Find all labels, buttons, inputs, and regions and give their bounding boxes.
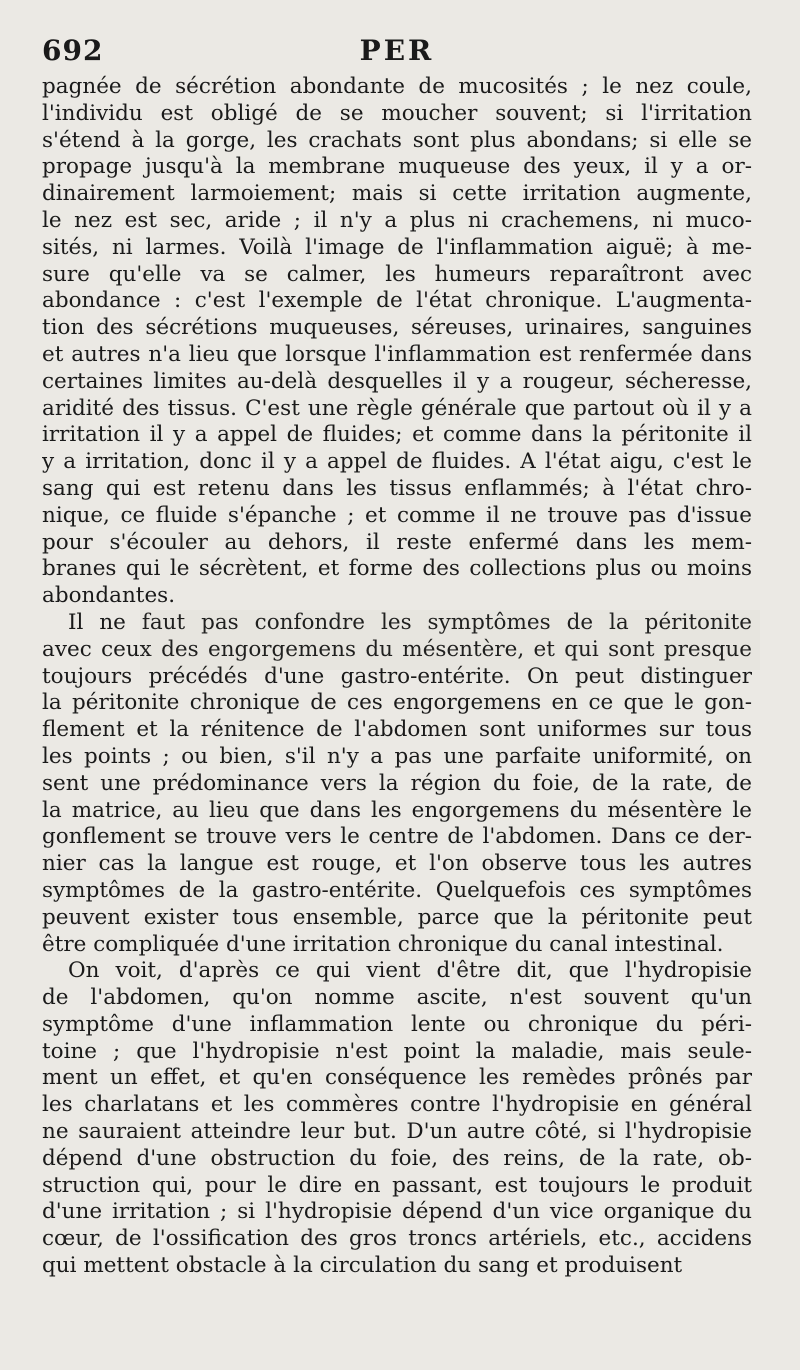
text-line: peuvent exister tous ensemble, parce que la péritonite peut xyxy=(42,904,752,930)
text-line: toine ; que l'hydropisie n'est point la maladie, mais seule- xyxy=(42,1038,752,1064)
text-line: certaines limites au-delà desquelles il y a rougeur, sécheresse, xyxy=(42,368,752,394)
text-line: nier cas la langue est rouge, et l'on observe tous les autres xyxy=(42,851,752,877)
text-line: qui mettent obstacle à la circulation du sang et produisent xyxy=(42,1253,683,1279)
text-line: nique, ce fluide s'épanche ; et comme il ne trouve pas d'issue xyxy=(42,502,752,528)
text-line: être compliquée d'une irritation chronique du canal intestinal. xyxy=(42,931,724,957)
text-line: de l'abdomen, qu'on nomme ascite, n'est souvent qu'un xyxy=(42,985,752,1011)
text-line: irritation il y a appel de fluides; et comme dans la péritonite il xyxy=(42,422,752,448)
text-line: sités, ni larmes. Voilà l'image de l'inflammation aiguë; à me- xyxy=(42,234,752,260)
text-line: la matrice, au lieu que dans les engorgemens du mésentère le xyxy=(42,797,752,823)
text-line: toujours précédés d'une gastro-entérite. On peut distinguer xyxy=(42,663,752,689)
text-line: flement et la rénitence de l'abdomen sont uniformes sur tous xyxy=(42,717,752,743)
text-line: ment un effet, et qu'en conséquence les remèdes prônés par xyxy=(42,1065,752,1091)
text-line: branes qui le sécrètent, et forme des collections plus ou moins xyxy=(42,556,752,582)
running-title: PER xyxy=(359,34,435,67)
text-line: y a irritation, donc il y a appel de fluides. A l'état aigu, c'est le xyxy=(42,449,752,475)
text-line: aridité des tissus. C'est une règle générale que partout où il y a xyxy=(42,395,752,421)
paragraph xyxy=(42,610,752,958)
text-line: abondance : c'est l'exemple de l'état chronique. L'augmenta- xyxy=(42,288,752,314)
text-line: les charlatans et les commères contre l'hydropisie en général xyxy=(42,1092,752,1118)
text-line: l'individu est obligé de se moucher souvent; si l'irritation xyxy=(42,100,752,126)
text-line: propage jusqu'à la membrane muqueuse des yeux, il y a or- xyxy=(42,154,752,180)
body-text xyxy=(42,74,752,1280)
text-line: et autres n'a lieu que lorsque l'inflammation est renfermée dans xyxy=(42,341,752,367)
text-line: symptômes de la gastro-entérite. Quelquefois ces symptômes xyxy=(42,877,752,903)
text-line: On voit, d'après ce qui vient d'être dit, que l'hydropisie xyxy=(68,958,752,984)
text-line: pour s'écouler au dehors, il reste enfermé dans les mem- xyxy=(42,529,752,555)
text-line: abondantes. xyxy=(42,583,176,609)
text-line: cœur, de l'ossification des gros troncs artériels, etc., accidens xyxy=(42,1226,752,1252)
text-line: tion des sécrétions muqueuses, séreuses, urinaires, sanguines xyxy=(42,315,752,341)
text-line: sang qui est retenu dans les tissus enflammés; à l'état chro- xyxy=(42,475,752,501)
text-line: struction qui, pour le dire en passant, est toujours le produit xyxy=(42,1172,752,1198)
text-line: dinairement larmoiement; mais si cette irritation augmente, xyxy=(42,181,752,207)
text-line: d'une irritation ; si l'hydropisie dépend d'un vice organique du xyxy=(42,1199,752,1225)
text-line: pagnée de sécrétion abondante de mucosités ; le nez coule, xyxy=(42,74,752,99)
text-line: le nez est sec, aride ; il n'y a plus ni crachemens, ni muco- xyxy=(42,207,752,233)
paragraph xyxy=(42,74,752,610)
text-line: symptôme d'une inflammation lente ou chronique du péri- xyxy=(42,1011,752,1037)
text-line: s'étend à la gorge, les crachats sont plus abondans; si elle se xyxy=(42,127,752,153)
text-line: gonflement se trouve vers le centre de l'abdomen. Dans ce der- xyxy=(42,824,752,850)
text-line: ne sauraient atteindre leur but. D'un autre côté, si l'hydropisie xyxy=(42,1119,752,1145)
text-line: sent une prédominance vers la région du foie, de la rate, de xyxy=(42,770,752,796)
page-number: 692 xyxy=(42,34,104,67)
text-line: avec ceux des engorgemens du mésentère, et qui sont presque xyxy=(42,636,752,662)
text-line: dépend d'une obstruction du foie, des reins, de la rate, ob- xyxy=(42,1145,752,1171)
running-head xyxy=(42,30,752,82)
paragraph xyxy=(42,958,752,1280)
text-line: les points ; ou bien, s'il n'y a pas une parfaite uniformité, on xyxy=(42,743,752,769)
text-line: Il ne faut pas confondre les symptômes de la péritonite xyxy=(68,609,752,635)
text-line: la péritonite chronique de ces engorgemens en ce que le gon- xyxy=(42,690,752,716)
text-line: sure qu'elle va se calmer, les humeurs reparaîtront avec xyxy=(42,261,752,287)
